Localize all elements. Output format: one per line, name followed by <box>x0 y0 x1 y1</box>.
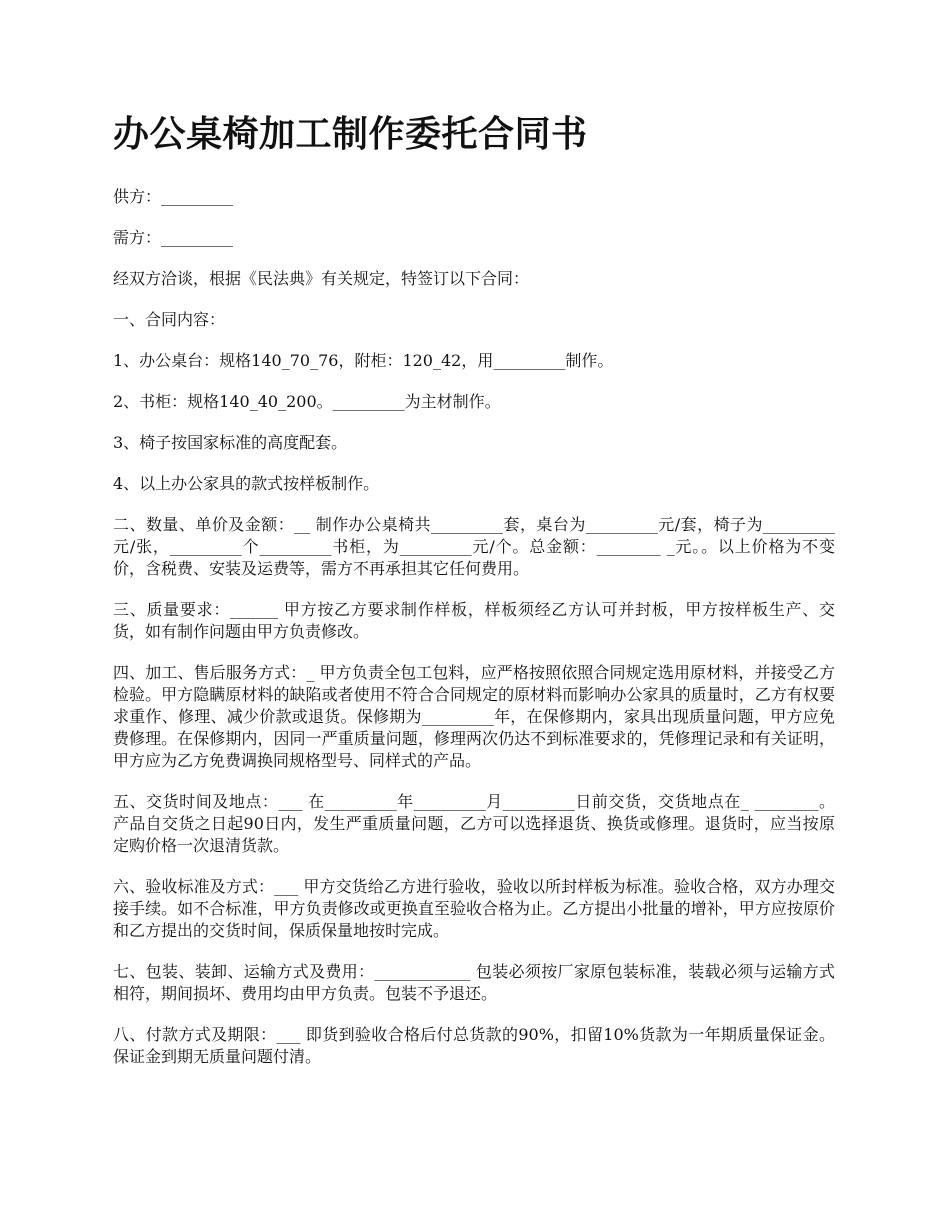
contract-page <box>113 108 835 1087</box>
section-1-heading: 一、合同内容： <box>113 310 226 329</box>
section-7-packaging: 七、包装、装卸、运输方式及费用：____________ 包装必须按厂家原包装标准，装载必须与运输方式相符，期间损坏、费用均由甲方负责。包装不予退还。 <box>113 962 835 1003</box>
section-5-delivery: 五、交货时间及地点：___ 在_________年_________月_________日前交货，交货地点在_ ________。产品自交货之日起90日内，发生严重质量问题，乙方可以选择退货、换货或修理。退货时，应当按原定购价格一次退清货款。 <box>113 792 835 855</box>
section-2-quantity-price: 二、数量、单价及金额：__ 制作办公桌椅共_________套，桌台为_________元/套，椅子为_________元/张，_________个_________书柜，为_________元/个。总金额：________ _元。。以上价格为不变价，含税费、安装及运费等，需方不再承担其它任何费用。 <box>113 515 835 578</box>
intro-paragraph: 经双方洽谈，根据《民法典》有关规定，特签订以下合同： <box>113 269 530 288</box>
clause-1-1: 1、办公桌台：规格140_70_76，附柜：120_42，用_________制作。 <box>113 351 614 370</box>
clause-1-4: 4、以上办公家具的款式按样板制作。 <box>113 474 380 493</box>
section-3-quality: 三、质量要求：______ 甲方按乙方要求制作样板，样板须经乙方认可并封板，甲方按样板生产、交货，如有制作问题由甲方负责修改。 <box>113 600 835 641</box>
supplier-line: 供方：_________ <box>113 187 234 206</box>
section-4-after-sales: 四、加工、售后服务方式：_ 甲方负责全包工包料，应严格按照依照合同规定选用原材料，并接受乙方检验。甲方隐瞒原材料的缺陷或者使用不符合合同规定的原材料而影响办公家具的质量时，乙方有权要求重作、修理、减少价款或退货。保修期为_________年，在保修期内，家具出现质量问题，甲方应免费修理。在保修期内，因同一严重质量问题，修理两次仍达不到标准要求的，凭修理记录和有关证明，甲方应为乙方免费调换同规格型号、同样式的产品。 <box>113 663 835 770</box>
clause-1-2: 2、书柜：规格140_40_200。_________为主材制作。 <box>113 392 501 411</box>
section-8-payment: 八、付款方式及期限：___ 即货到验收合格后付总货款的90%，扣留10%货款为一年期质量保证金。保证金到期无质量问题付清。 <box>113 1025 835 1066</box>
clause-1-3: 3、椅子按国家标准的高度配套。 <box>113 433 348 452</box>
section-6-acceptance: 六、验收标准及方式：___ 甲方交货给乙方进行验收，验收以所封样板为标准。验收合格，双方办理交接手续。如不合标准，甲方负责修改或更换直至验收合格为止。乙方提出小批量的增补，甲方应按原价和乙方提出的交货时间，保质保量地按时完成。 <box>113 877 835 940</box>
buyer-line: 需方：_________ <box>113 228 234 247</box>
document-title: 办公桌椅加工制作委托合同书 <box>113 113 588 155</box>
